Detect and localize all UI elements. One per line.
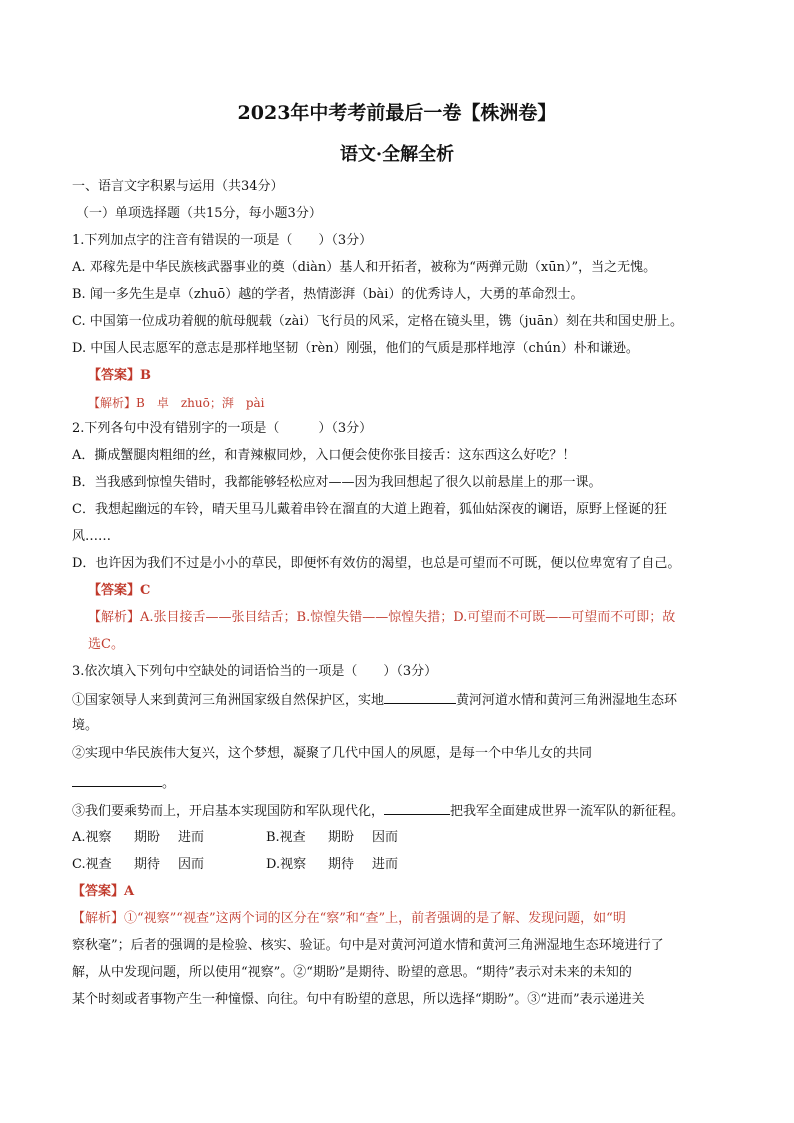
q3-analysis-line3: 解，从中发现问题，所以使用“视察”。②“期盼”是期待、盼望的意思。“期待”表示对未来的未知的 bbox=[72, 965, 632, 980]
q1-analysis: 【解析】B 卓 zhuō；湃 pài bbox=[88, 396, 265, 410]
q3-analysis-line4: 某个时刻或者事物产生一种憧憬、向往。句中有盼望的意思，所以选择“期盼”。③“进而”表示递进关 bbox=[72, 992, 645, 1007]
q3-sentence-1-cont: 境。 bbox=[72, 718, 99, 733]
q3-option-d-word3: 进而 bbox=[372, 857, 399, 872]
q3-options-row-1 bbox=[72, 829, 398, 847]
subsection-heading: （一）单项选择题（共15分，每小题3分） bbox=[76, 206, 322, 221]
q3-option-c-word1: C.视查 bbox=[72, 857, 112, 872]
q1-option-d: D. 中国人民志愿军的意志是那样地坚韧（rèn）刚强，他们的气质是那样地淳（chún）朴和谦逊。 bbox=[72, 341, 639, 356]
q2-analysis-line1: 【解析】A.张目接舌——张目结舌；B.惊惶失错——惊惶失措；D.可望而不可既——可望而不可即；故 bbox=[88, 610, 676, 625]
document-subtitle: 语文·全解全析 bbox=[339, 144, 455, 165]
q3-sentence-2: ②实现中华民族伟大复兴，这个梦想，凝聚了几代中国人的夙愿，是每一个中华儿女的共同 bbox=[72, 746, 593, 761]
q2-option-b: B．当我感到惊惶失错时，我都能够轻松应对——因为我回想起了很久以前悬崖上的那一课。 bbox=[72, 475, 602, 490]
q2-option-d: D．也许因为我们不过是小小的草民，即便怀有效仿的渴望，也总是可望而不可既，便以位卑宽宥了自己。 bbox=[72, 556, 681, 571]
q3-option-c-word3: 因而 bbox=[178, 857, 205, 872]
q2-option-a: A．撕成蟹腿肉粗细的丝，和青辣椒同炒，入口便会使你张目接舌：这东西这么好吃？！ bbox=[72, 448, 576, 463]
q3-sentence-2-cont bbox=[72, 773, 175, 793]
q3-stem: 3.依次填入下列句中空缺处的词语恰当的一项是（ ）（3分） bbox=[72, 664, 438, 679]
q2-answer: 【答案】C bbox=[88, 583, 151, 598]
q3-option-c-word2: 期待 bbox=[134, 857, 161, 872]
q3-option-a-word2: 期盼 bbox=[134, 830, 161, 845]
fill-blank bbox=[384, 801, 450, 815]
q2-analysis-line2: 选C。 bbox=[88, 637, 124, 652]
q1-option-c: C. 中国第一位成功着舰的航母舰载（zài）飞行员的风采，定格在镜头里，镌（juān）刻在共和国史册上。 bbox=[72, 314, 684, 329]
q3-s3-part1: ③我们要乘势而上，开启基本实现国防和军队现代化， bbox=[72, 804, 385, 819]
q3-option-b-word2: 期盼 bbox=[328, 830, 355, 845]
q3-option-a-word3: 进而 bbox=[178, 830, 205, 845]
q3-options-row-2 bbox=[72, 856, 398, 874]
q1-answer: 【答案】B bbox=[88, 368, 151, 383]
q3-s1-part1: ①国家领导人来到黄河三角洲国家级自然保护区，实地 bbox=[72, 693, 385, 708]
q3-answer: 【答案】A bbox=[72, 884, 135, 899]
section-heading: 一、语言文字积累与运用（共34分） bbox=[72, 179, 284, 194]
q1-stem: 1.下列加点字的注音有错误的一项是（ ）（3分） bbox=[72, 233, 373, 248]
q2-option-c-line2: 风…… bbox=[72, 529, 112, 544]
q3-option-d-word2: 期待 bbox=[328, 857, 355, 872]
q3-option-b-word1: B.视查 bbox=[266, 830, 306, 845]
q3-sentence-3 bbox=[72, 801, 684, 821]
q3-analysis-line1: 【解析】①“视察”“视查”这两个词的区分在“察”和“查”上，前者强调的是了解、发现问题，如“明 bbox=[72, 911, 626, 926]
q3-option-d-word1: D.视察 bbox=[266, 857, 307, 872]
q3-s3-part2: 把我军全面建成世界一流军队的新征程。 bbox=[450, 804, 685, 819]
q1-option-a: A. 邓稼先是中华民族核武器事业的奠（diàn）基人和开拓者，被称为“两弹元勋（xūn）”，当之无愧。 bbox=[72, 260, 657, 275]
q3-option-b-word3: 因而 bbox=[372, 830, 399, 845]
fill-blank bbox=[72, 773, 162, 787]
q3-option-a-word1: A.视察 bbox=[72, 830, 112, 845]
q2-option-c-line1: C．我想起幽远的车铃，晴天里马儿戴着串铃在溜直的大道上跑着，狐仙姑深夜的谰语，原野上怪诞的狂 bbox=[72, 502, 667, 517]
q1-option-b: B. 闻一多先生是卓（zhuō）越的学者，热情澎湃（bài）的优秀诗人，大勇的革命烈士。 bbox=[72, 287, 584, 302]
fill-blank bbox=[384, 690, 456, 704]
q3-s2-end: 。 bbox=[162, 776, 176, 791]
q3-s1-part2: 黄河河道水情和黄河三角洲湿地生态环 bbox=[456, 693, 678, 708]
q3-sentence-1 bbox=[72, 690, 677, 710]
q2-stem: 2.下列各句中没有错别字的一项是（ ）（3分） bbox=[72, 421, 373, 436]
document-title: 2023年中考考前最后一卷【株洲卷】 bbox=[237, 102, 557, 124]
q3-analysis-line2: 察秋毫”；后者的强调的是检验、核实、验证。句中是对黄河河道水情和黄河三角洲湿地生态环境进行了 bbox=[72, 938, 664, 953]
